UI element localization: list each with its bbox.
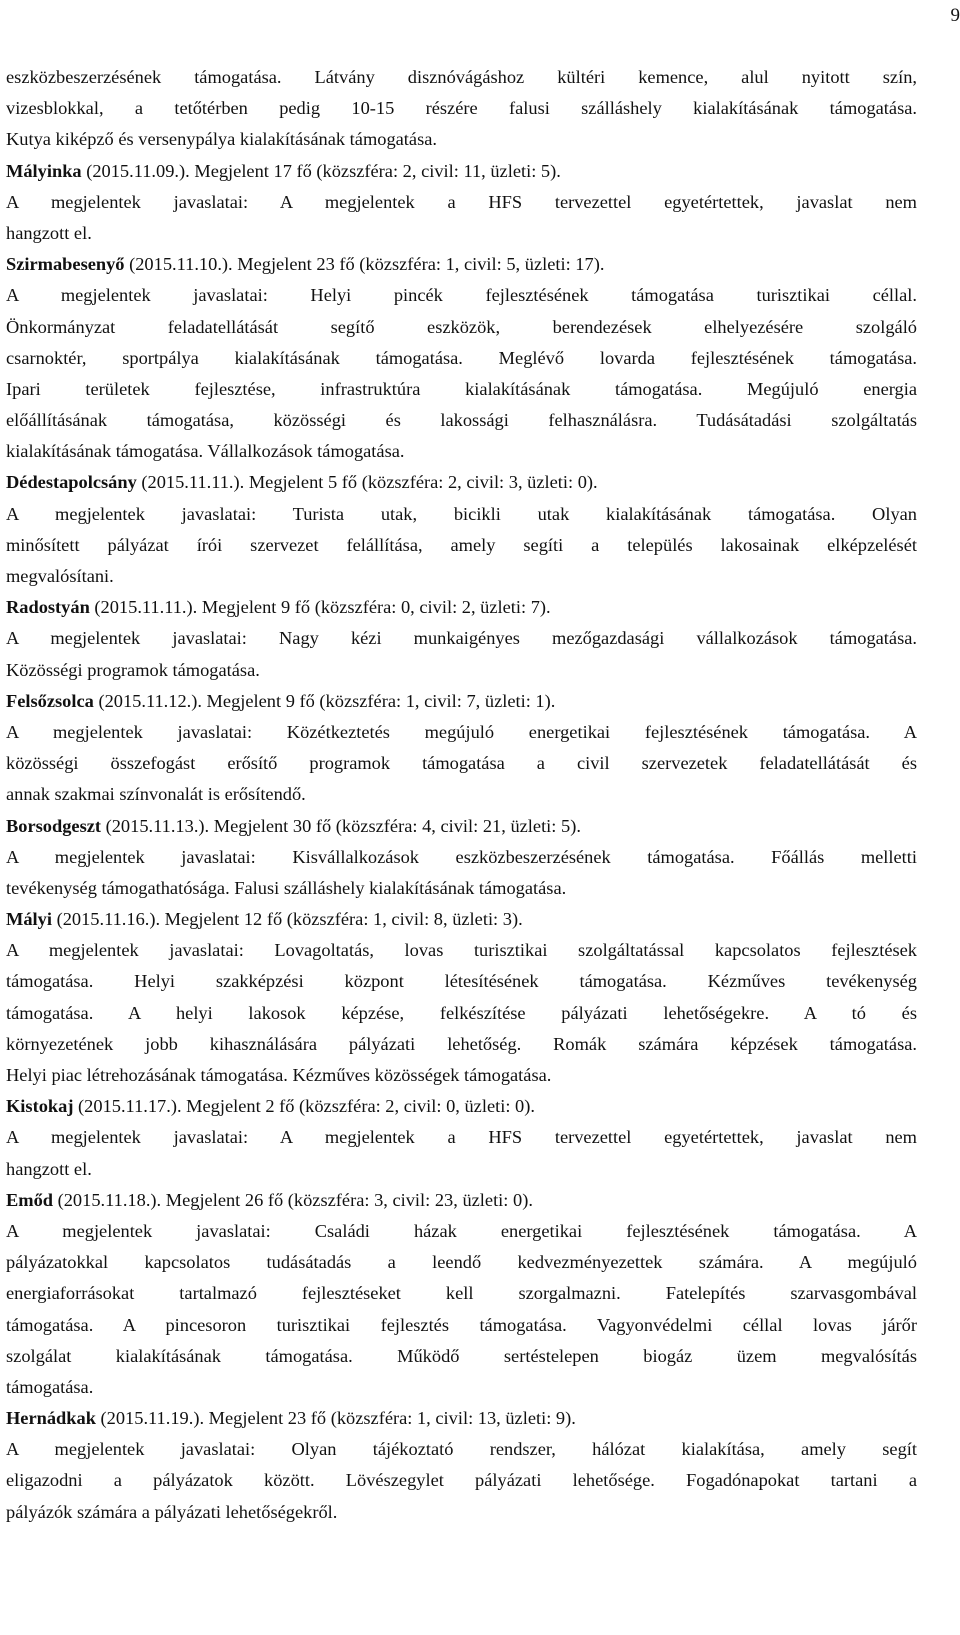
meeting-details: (2015.11.16.). Megjelent 12 fő (közszféra: 1, civil: 8, üzleti: 3).: [51, 909, 523, 930]
text-line: A megjelentek javaslatai: Családi házak energetikai fejlesztésének támogatása. A: [6, 1220, 917, 1241]
page-number: 9: [950, 5, 960, 26]
text-line: Ipari területek fejlesztése, infrastruktúra kialakításának támogatása. Megújuló energia: [6, 378, 917, 399]
text-line: pályázók számára a pályázati lehetőségekről.: [6, 1501, 338, 1522]
meeting-heading: [6, 467, 917, 498]
text-line: támogatása. Helyi szakképzési központ létesítésének támogatása. Kézműves tevékenység: [6, 971, 917, 992]
text-line: környezetének jobb kihasználására pályázati lehetőség. Romák számára képzések támogatása.: [6, 1033, 917, 1054]
text-line: eszközbeszerzésének támogatása. Látvány disznóvágáshoz kültéri kemence, alul nyitott szín,: [6, 67, 917, 87]
text-line: támogatása. A helyi lakosok képzése, felkészítése pályázati lehetőségekre. A tó és: [6, 1002, 917, 1023]
settlement-name: Dédestapolcsány: [6, 472, 137, 493]
meeting-details: (2015.11.13.). Megjelent 30 fő (közszféra: 4, civil: 21, üzleti: 5).: [101, 815, 581, 836]
text-line: hangzott el.: [6, 1158, 92, 1179]
settlement-name: Emőd: [6, 1189, 54, 1210]
meeting-heading: [6, 904, 917, 935]
text-line: eligazodni a pályázatok között. Lövészegylet pályázati lehetősége. Fogadónapokat tartani a: [6, 1470, 917, 1491]
text-line: A megjelentek javaslatai: A megjelentek a HFS tervezettel egyetértettek, javaslat nem: [6, 191, 917, 212]
text-line: tevékenység támogathatósága. Falusi szálláshely kialakításának támogatása.: [6, 877, 567, 898]
settlement-name: Mályinka: [6, 160, 82, 181]
text-line: A megjelentek javaslatai: Lovagoltatás, lovas turisztikai szolgáltatással kapcsolatos fejlesztések: [6, 940, 917, 961]
text-line: kialakításának támogatása. Vállalkozások támogatása.: [6, 441, 405, 462]
text-line: A megjelentek javaslatai: Kisvállalkozások eszközbeszerzésének támogatása. Főállás melletti: [6, 846, 917, 867]
meeting-details: (2015.11.09.). Megjelent 17 fő (közszféra: 2, civil: 11, üzleti: 5).: [81, 160, 561, 181]
text-line: minősített pályázat írói szervezet felállítása, amely segíti a település lakosainak elképzelését: [6, 534, 917, 555]
meeting-heading: [6, 249, 917, 280]
text-line: A megjelentek javaslatai: Közétkeztetés megújuló energetikai fejlesztésének támogatása. A: [6, 721, 917, 742]
text-line: A megjelentek javaslatai: Turista utak, bicikli utak kialakításának támogatása. Olyan: [6, 503, 917, 524]
meeting-heading: [6, 811, 917, 842]
meeting-details: (2015.11.19.). Megjelent 23 fő (közszféra: 1, civil: 13, üzleti: 9).: [95, 1408, 576, 1429]
meeting-details: (2015.11.11.). Megjelent 9 fő (közszféra: 0, civil: 2, üzleti: 7).: [89, 597, 551, 618]
text-line: Kutya kiképző és versenypálya kialakításának támogatása.: [6, 129, 437, 150]
meeting-details: (2015.11.18.). Megjelent 26 fő (közszféra: 3, civil: 23, üzleti: 0).: [53, 1189, 533, 1210]
settlement-name: Szirmabesenyő: [6, 254, 125, 275]
text-line: A megjelentek javaslatai: Nagy kézi munkaigényes mezőgazdasági vállalkozások támogatása.: [6, 628, 917, 649]
text-line: A megjelentek javaslatai: Helyi pincék fejlesztésének támogatása turisztikai céllal.: [6, 285, 917, 306]
meeting-heading: [6, 1091, 917, 1122]
text-line: szolgálat kialakításának támogatása. Működő sertéstelepen biogáz üzem megvalósítás: [6, 1345, 917, 1366]
meeting-details: (2015.11.12.). Megjelent 9 fő (közszféra: 1, civil: 7, üzleti: 1).: [93, 690, 556, 711]
text-line: vizesblokkal, a tetőtérben pedig 10-15 részére falusi szálláshely kialakításának támogatása.: [6, 98, 917, 119]
text-line: Önkormányzat feladatellátását segítő eszközök, berendezések elhelyezésére szolgáló: [6, 316, 917, 337]
text-line: annak szakmai színvonalát is erősítendő.: [6, 784, 306, 805]
settlement-name: Hernádkak: [6, 1408, 96, 1429]
text-line: A megjelentek javaslatai: A megjelentek a HFS tervezettel egyetértettek, javaslat nem: [6, 1127, 917, 1148]
meeting-details: (2015.11.10.). Megjelent 23 fő (közszféra: 1, civil: 5, üzleti: 17).: [124, 254, 605, 275]
text-line: Helyi piac létrehozásának támogatása. Kézműves közösségek támogatása.: [6, 1065, 552, 1085]
meeting-details: (2015.11.11.). Megjelent 5 fő (közszféra: 2, civil: 3, üzleti: 0).: [136, 472, 598, 493]
text-line: támogatása. A pincesoron turisztikai fejlesztés támogatása. Vagyonvédelmi céllal lovas járőr: [6, 1314, 917, 1335]
meeting-heading: [6, 1185, 917, 1216]
text-line: energiaforrásokat tartalmazó fejlesztéseket kell szorgalmazni. Fatelepítés szarvasgombával: [6, 1283, 917, 1304]
text-line: pályázatokkal kapcsolatos tudásátadás a leendő kedvezményezettek számára. A megújuló: [6, 1252, 917, 1273]
meeting-details: (2015.11.17.). Megjelent 2 fő (közszféra: 2, civil: 0, üzleti: 0).: [73, 1096, 535, 1117]
document-body: [6, 62, 917, 1528]
meeting-heading: [6, 156, 917, 187]
meeting-heading: [6, 686, 917, 717]
meeting-heading: [6, 1403, 917, 1434]
text-line: megvalósítani.: [6, 566, 114, 586]
settlement-name: Borsodgeszt: [6, 815, 102, 836]
text-line: csarnoktér, sportpálya kialakításának támogatása. Meglévő lovarda fejlesztésének támogatása.: [6, 347, 917, 368]
text-line: A megjelentek javaslatai: Olyan tájékoztató rendszer, hálózat kialakítása, amely segít: [6, 1439, 917, 1460]
text-line: támogatása.: [6, 1376, 94, 1397]
settlement-name: Mályi: [6, 909, 52, 930]
text-line: közösségi összefogást erősítő programok támogatása a civil szervezetek feladatellátását és: [6, 753, 917, 774]
settlement-name: Felsőzsolca: [6, 690, 94, 711]
meeting-heading: [6, 592, 917, 623]
text-line: hangzott el.: [6, 222, 92, 243]
settlement-name: Radostyán: [6, 597, 90, 618]
text-line: előállításának támogatása, közösségi és lakossági felhasználásra. Tudásátadási szolgáltatás: [6, 410, 917, 431]
settlement-name: Kistokaj: [6, 1096, 74, 1117]
text-line: Közösségi programok támogatása.: [6, 659, 260, 680]
